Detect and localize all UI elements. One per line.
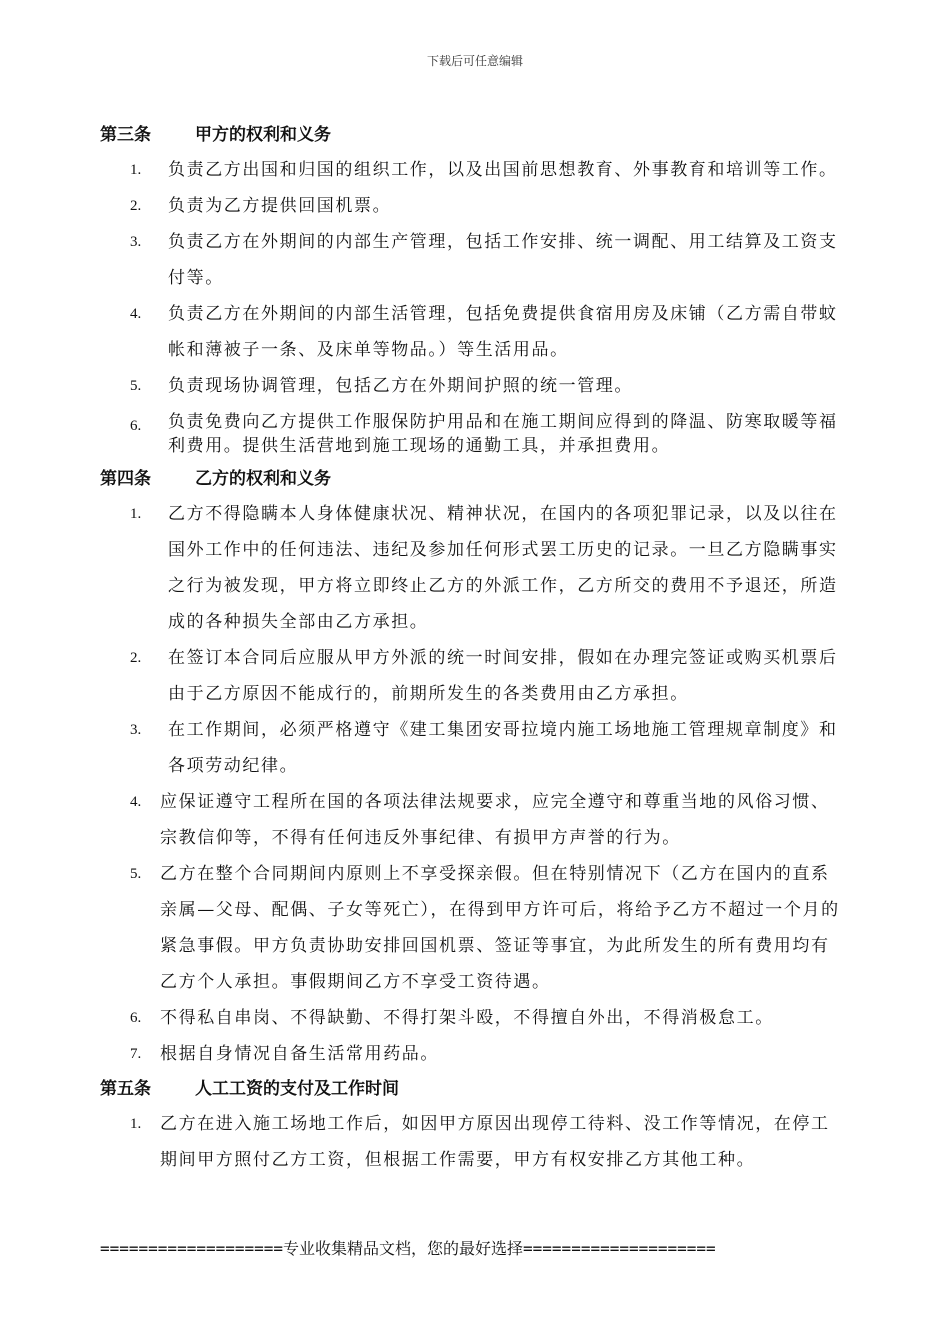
item-number: 4. [130, 306, 142, 322]
item-number: 1. [130, 162, 142, 178]
item-text: 负责现场协调管理，包括乙方在外期间护照的统一管理。 [168, 376, 633, 396]
item-number: 2. [130, 650, 142, 666]
item-text: 乙方在整个合同期间内原则上不享受探亲假。但在特别情况下（乙方在国内的直系亲属—父母、配偶、子女等死亡），在得到甲方许可后，将给予乙方不超过一个月的紧急事假。甲方负责协助安排回国机票、签证等事宜，为此所发生的所有费用均有乙方个人承担。事假期间乙方不享受工资待遇。 [160, 864, 840, 992]
section-heading-3 [100, 118, 840, 152]
page-footer: ===================专业收集精品文档，您的最好选择==================== [100, 1239, 716, 1258]
item-text: 负责乙方在外期间的内部生活管理，包括免费提供食宿用房及床铺（乙方需自带蚊帐和薄被子一条、及床单等物品。）等生活用品。 [168, 304, 838, 360]
section-heading-4 [100, 462, 840, 496]
item-number: 1. [130, 1116, 142, 1132]
item-text: 负责乙方在外期间的内部生产管理，包括工作安排、统一调配、用工结算及工资支付等。 [168, 232, 838, 288]
item-text: 不得私自串岗、不得缺勤、不得打架斗殴，不得擅自外出，不得消极怠工。 [160, 1008, 774, 1028]
item-text: 负责免费向乙方提供工作服保防护用品和在施工期间应得到的降温、防寒取暖等福利费用。提供生活营地到施工现场的通勤工具，并承担费用。 [168, 412, 838, 456]
section-title: 甲方的权利和义务 [195, 125, 331, 145]
item-text: 负责乙方出国和归国的组织工作，以及出国前思想教育、外事教育和培训等工作。 [168, 160, 838, 180]
item-text: 根据自身情况自备生活常用药品。 [160, 1044, 439, 1064]
section-title: 人工工资的支付及工作时间 [195, 1079, 399, 1099]
item-number: 6. [130, 418, 142, 434]
item-number: 5. [130, 866, 142, 882]
clause-item [100, 296, 840, 368]
clause-item [100, 856, 840, 1000]
clause-item [100, 1036, 840, 1072]
document-body [100, 118, 840, 1178]
item-number: 2. [130, 198, 142, 214]
section-number: 第三条 [100, 125, 151, 145]
item-number: 7. [130, 1046, 142, 1062]
item-text: 乙方在进入施工场地工作后，如因甲方原因出现停工待料、没工作等情况，在停工期间甲方照付乙方工资，但根据工作需要，甲方有权安排乙方其他工种。 [160, 1114, 830, 1170]
section-number: 第四条 [100, 469, 151, 489]
clause-item [100, 496, 840, 640]
page-header: 下载后可任意编辑 [426, 54, 523, 68]
item-number: 4. [130, 794, 142, 810]
clause-item [100, 410, 840, 458]
clause-item [100, 152, 840, 188]
clause-item [100, 712, 840, 784]
item-text: 在工作期间，必须严格遵守《建工集团安哥拉境内施工场地施工管理规章制度》和各项劳动纪律。 [168, 720, 838, 776]
section-title: 乙方的权利和义务 [195, 469, 331, 489]
clause-item [100, 784, 840, 856]
clause-item [100, 224, 840, 296]
item-number: 3. [130, 722, 142, 738]
item-number: 1. [130, 506, 142, 522]
clause-item [100, 640, 840, 712]
section-heading-5 [100, 1072, 840, 1106]
item-text: 在签订本合同后应服从甲方外派的统一时间安排，假如在办理完签证或购买机票后由于乙方原因不能成行的，前期所发生的各类费用由乙方承担。 [168, 648, 838, 704]
clause-item [100, 1106, 840, 1178]
item-number: 3. [130, 234, 142, 250]
item-text: 应保证遵守工程所在国的各项法律法规要求，应完全遵守和尊重当地的风俗习惯、宗教信仰等，不得有任何违反外事纪律、有损甲方声誉的行为。 [160, 792, 830, 848]
item-text: 乙方不得隐瞒本人身体健康状况、精神状况，在国内的各项犯罪记录，以及以往在国外工作中的任何违法、违纪及参加任何形式罢工历史的记录。一旦乙方隐瞒事实之行为被发现，甲方将立即终止乙方的外派工作，乙方所交的费用不予退还，所造成的各种损失全部由乙方承担。 [168, 504, 838, 632]
item-text: 负责为乙方提供回国机票。 [168, 196, 392, 216]
clause-item [100, 1000, 840, 1036]
item-number: 5. [130, 378, 142, 394]
item-number: 6. [130, 1010, 142, 1026]
section-number: 第五条 [100, 1079, 151, 1099]
clause-item [100, 188, 840, 224]
clause-item [100, 368, 840, 404]
